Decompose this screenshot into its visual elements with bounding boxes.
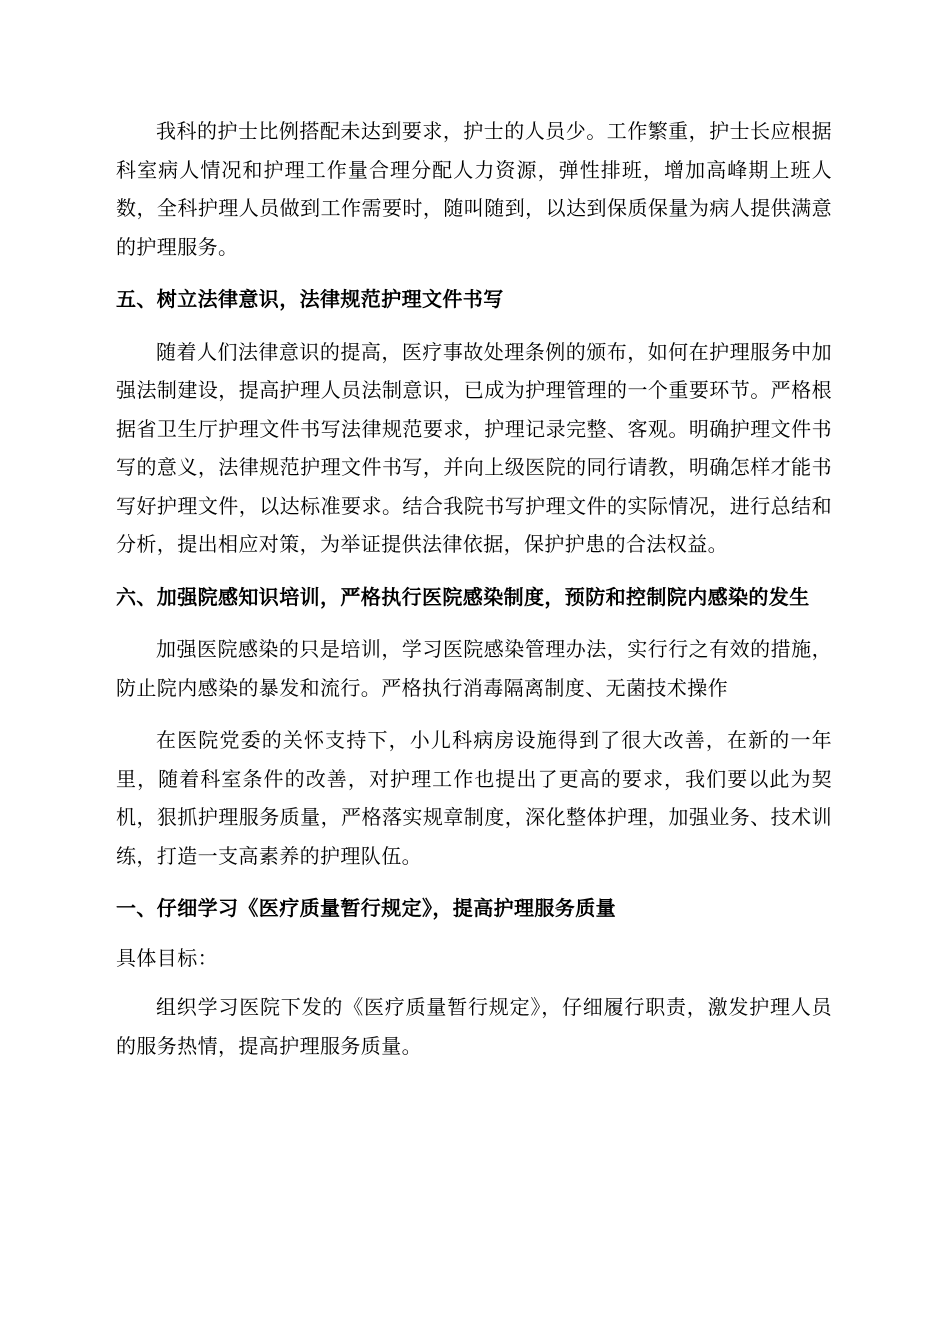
paragraph-specific-goals-label: 具体目标： <box>116 945 218 970</box>
paragraph-infection-training: 加强医院感染的只是培训，学习医院感染管理办法，实行行之有效的措施，防止院内感染的暴发和流行。严格执行消毒隔离制度、无菌技术操作 <box>116 637 832 700</box>
paragraph-staffing: 我科的护士比例搭配未达到要求，护士的人员少。工作繁重，护士长应根据科室病人情况和护理工作量合理分配人力资源，弹性排班，增加高峰期上班人数，全科护理人员做到工作需要时，随叫随到，以达到保质保量为病人提供满意的护理服务。 <box>116 119 832 259</box>
paragraph-legal-awareness: 随着人们法律意识的提高，医疗事故处理条例的颁布，如何在护理服务中加强法制建设，提高护理人员法制意识，已成为护理管理的一个重要环节。严格根据省卫生厅护理文件书写法律规范要求，护理记录完整、客观。明确护理文件书写的意义，法律规范护理文件书写，并向上级医院的同行请教，明确怎样才能书写好护理文件，以达标准要求。结合我院书写护理文件的实际情况，进行总结和分析，提出相应对策，为举证提供法律依据，保护护患的合法权益。 <box>116 339 832 556</box>
paragraph-quality-regulation: 组织学习医院下发的《医疗质量暂行规定》，仔细履行职责，激发护理人员的服务热情，提高护理服务质量。 <box>116 995 832 1058</box>
section-heading-6: 六、加强院感知识培训，严格执行医院感染制度，预防和控制院内感染的发生 <box>116 584 810 609</box>
document-body <box>116 112 832 1065</box>
section-heading-1: 一、仔细学习《医疗质量暂行规定》，提高护理服务质量 <box>116 896 616 920</box>
paragraph-new-year-plan: 在医院党委的关怀支持下，小儿科病房设施得到了很大改善，在新的一年里，随着科室条件的改善，对护理工作也提出了更高的要求，我们要以此为契机，狠抓护理服务质量，严格落实规章制度，深化整体护理，加强业务、技术训练，打造一支高素养的护理队伍。 <box>116 728 832 868</box>
section-heading-5: 五、树立法律意识，法律规范护理文件书写 <box>116 287 504 311</box>
